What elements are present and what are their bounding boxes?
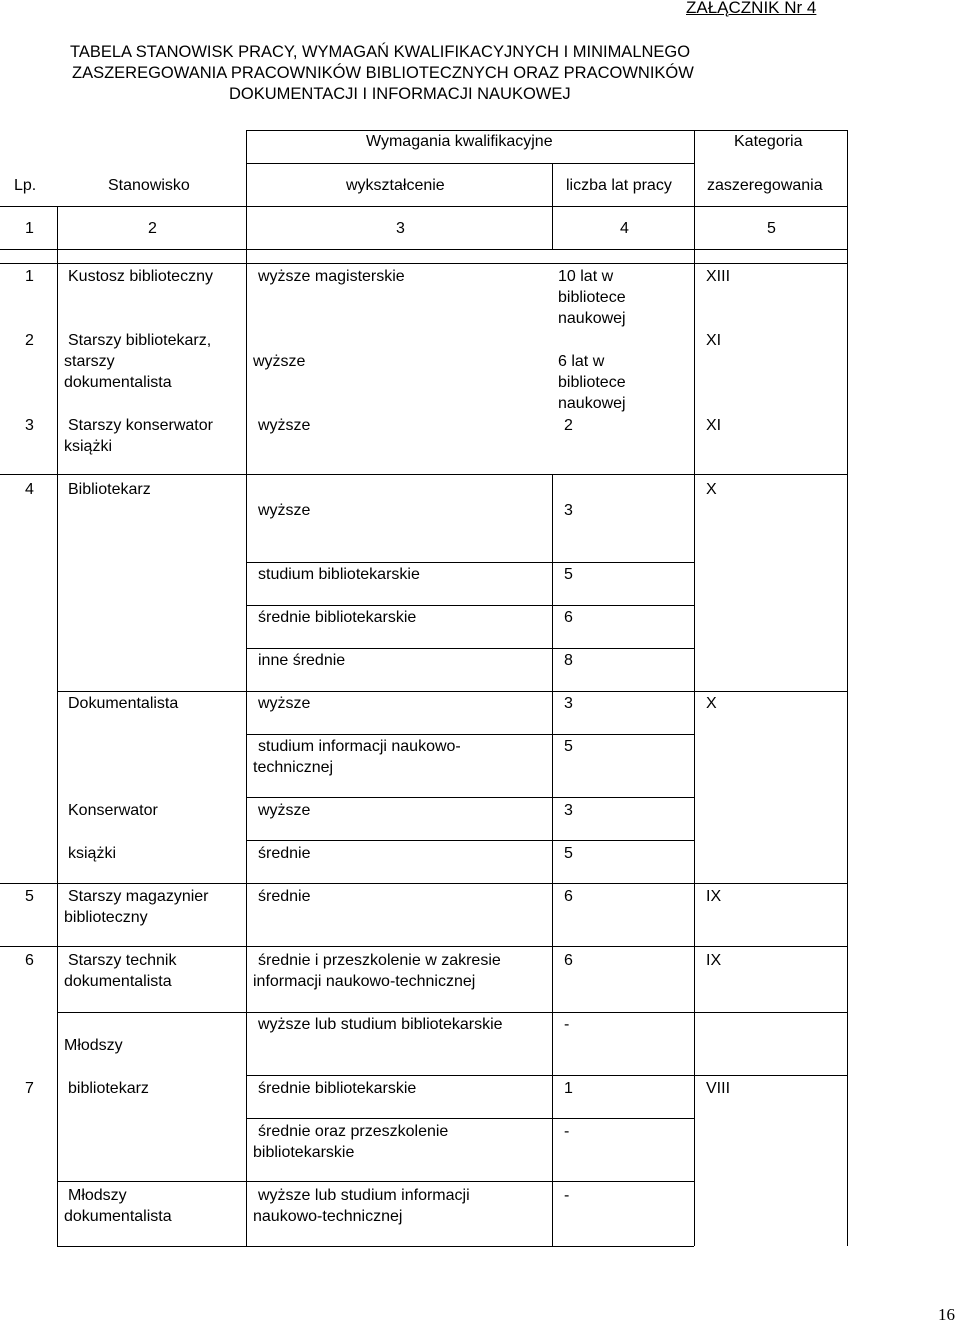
category: IX	[706, 952, 722, 969]
education: średnie	[258, 888, 311, 905]
years-of-work: bibliotece	[558, 289, 626, 306]
position-name: książki	[64, 438, 113, 455]
document-title-line-1: TABELA STANOWISK PRACY, WYMAGAŃ KWALIFIKACYJNYCH I MINIMALNEGO	[70, 43, 691, 61]
education: wyższe	[258, 502, 311, 519]
column-number-5: 5	[767, 220, 776, 237]
years-of-work: 6	[564, 952, 573, 969]
years-of-work: 6	[564, 888, 573, 905]
years-of-work: bibliotece	[558, 374, 626, 391]
row-number: 4	[25, 481, 34, 498]
education: średnie bibliotekarskie	[258, 1080, 417, 1097]
header-wymagania: Wymagania kwalifikacyjne	[366, 133, 553, 150]
years-of-work: 10 lat w	[558, 268, 614, 285]
position-name: Młodszy	[64, 1037, 123, 1054]
column-number-2: 2	[148, 220, 157, 237]
position-name: dokumentalista	[64, 1208, 172, 1225]
row-number: 3	[25, 417, 34, 434]
education: technicznej	[253, 759, 334, 776]
education: wyższe	[253, 353, 306, 370]
education: bibliotekarskie	[253, 1144, 355, 1161]
education: naukowo-technicznej	[253, 1208, 403, 1225]
education: wyższe	[258, 695, 311, 712]
document-title-line-2: ZASZEREGOWANIA PRACOWNIKÓW BIBLIOTECZNYCH ORAZ PRACOWNIKÓW	[72, 64, 694, 82]
column-number-3: 3	[396, 220, 405, 237]
category: XIII	[706, 268, 731, 285]
years-of-work: -	[564, 1016, 570, 1033]
position-name: Starszy technik	[68, 952, 177, 969]
position-name: bibliotekarz	[68, 1080, 149, 1097]
position-name: Starszy magazynier	[68, 888, 209, 905]
education: informacji naukowo-technicznej	[253, 973, 476, 990]
education: średnie oraz przeszkolenie	[258, 1123, 449, 1140]
category: X	[706, 695, 717, 712]
position-name: Dokumentalista	[68, 695, 179, 712]
category: IX	[706, 888, 722, 905]
years-of-work: 8	[564, 652, 573, 669]
position-name: biblioteczny	[64, 909, 148, 926]
position-name: Bibliotekarz	[68, 481, 151, 498]
position-name: starszy	[64, 353, 115, 370]
years-of-work: 1	[564, 1080, 573, 1097]
row-number: 5	[25, 888, 34, 905]
years-of-work: 5	[564, 738, 573, 755]
category: XI	[706, 417, 722, 434]
column-number-4: 4	[620, 220, 629, 237]
years-of-work: -	[564, 1187, 570, 1204]
years-of-work: 5	[564, 845, 573, 862]
years-of-work: -	[564, 1123, 570, 1140]
category: X	[706, 481, 717, 498]
header-lp: Lp.	[14, 177, 37, 194]
education: wyższe magisterskie	[258, 268, 405, 285]
header-wyksztalcenie: wykształcenie	[346, 177, 445, 194]
years-of-work: 6	[564, 609, 573, 626]
header-liczba-lat: liczba lat pracy	[566, 177, 672, 194]
header-stanowisko: Stanowisko	[108, 177, 190, 194]
years-of-work: 3	[564, 802, 573, 819]
years-of-work: 6 lat w	[558, 353, 605, 370]
education: średnie i przeszkolenie w zakresie	[258, 952, 501, 969]
category: VIII	[706, 1080, 731, 1097]
education: inne średnie	[258, 652, 346, 669]
position-name: Konserwator	[68, 802, 158, 819]
position-name: Młodszy	[68, 1187, 127, 1204]
position-name: Starszy bibliotekarz,	[68, 332, 212, 349]
column-number-1: 1	[25, 220, 34, 237]
position-name: książki	[68, 845, 117, 862]
education: wyższe	[258, 417, 311, 434]
header-zaszeregowania: zaszeregowania	[707, 177, 823, 194]
education: studium bibliotekarskie	[258, 566, 420, 583]
document-title-line-3: DOKUMENTACJI I INFORMACJI NAUKOWEJ	[229, 85, 571, 103]
years-of-work: 3	[564, 695, 573, 712]
education: wyższe lub studium informacji	[258, 1187, 470, 1204]
years-of-work: naukowej	[558, 310, 626, 327]
header-kategoria: Kategoria	[734, 133, 803, 150]
page-number: 16	[938, 1305, 955, 1324]
education: wyższe	[258, 802, 311, 819]
years-of-work: 3	[564, 502, 573, 519]
education: studium informacji naukowo-	[258, 738, 461, 755]
years-of-work: 2	[564, 417, 573, 434]
row-number: 2	[25, 332, 34, 349]
row-number: 1	[25, 268, 34, 285]
education: średnie bibliotekarskie	[258, 609, 417, 626]
years-of-work: 5	[564, 566, 573, 583]
years-of-work: naukowej	[558, 395, 626, 412]
education: wyższe lub studium bibliotekarskie	[258, 1016, 503, 1033]
position-name: Starszy konserwator	[68, 417, 213, 434]
education: średnie	[258, 845, 311, 862]
attachment-label: ZAŁĄCZNIK Nr 4	[686, 0, 817, 17]
category: XI	[706, 332, 722, 349]
row-number: 6	[25, 952, 34, 969]
position-name: Kustosz biblioteczny	[68, 268, 213, 285]
position-name: dokumentalista	[64, 374, 172, 391]
position-name: dokumentalista	[64, 973, 172, 990]
row-number: 7	[25, 1080, 34, 1097]
